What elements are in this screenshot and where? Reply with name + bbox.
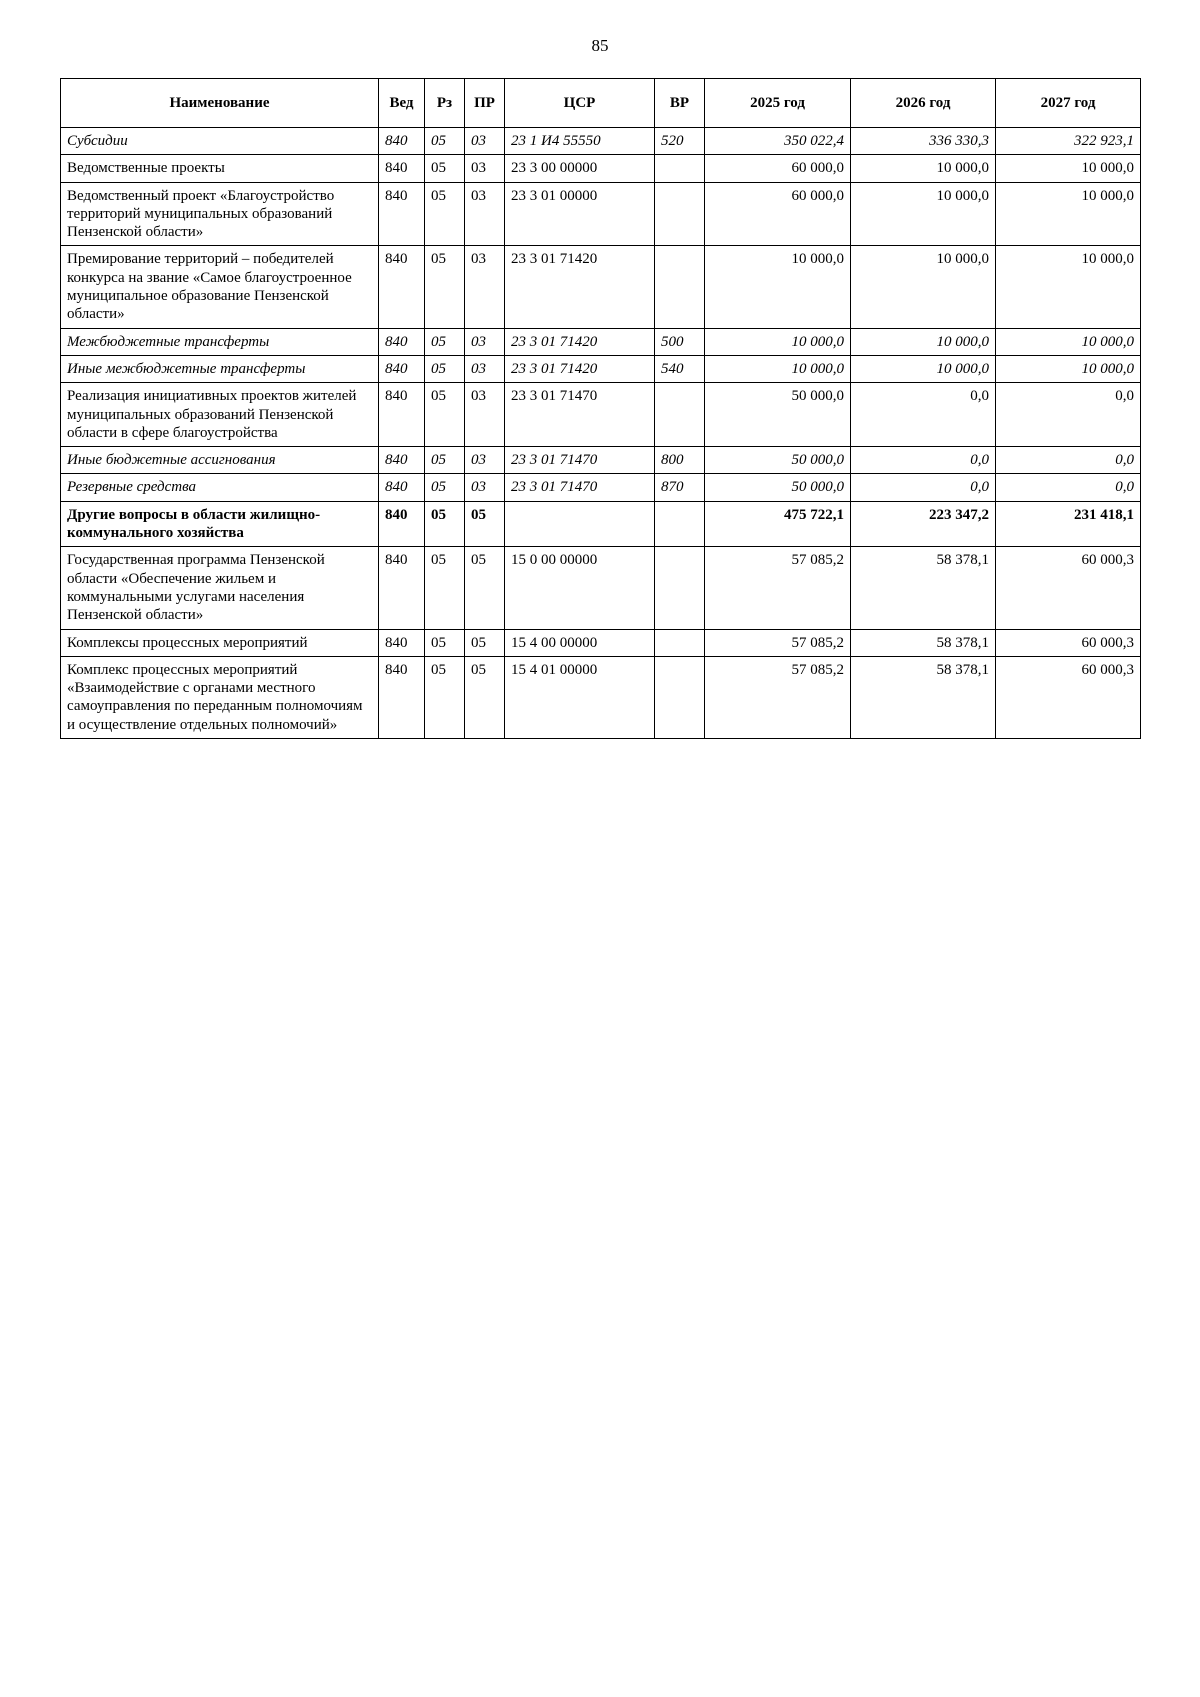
cell-2027: 0,0 (996, 447, 1141, 474)
cell-2025: 57 085,2 (705, 656, 851, 738)
cell-2027: 60 000,3 (996, 629, 1141, 656)
cell-2025: 60 000,0 (705, 182, 851, 246)
cell-pr: 03 (465, 447, 505, 474)
cell-ved: 840 (379, 355, 425, 382)
table-row (61, 155, 1141, 182)
cell-ved: 840 (379, 629, 425, 656)
cell-rz: 05 (425, 182, 465, 246)
budget-table (60, 78, 1141, 739)
cell-pr: 03 (465, 128, 505, 155)
cell-csr: 23 3 01 00000 (505, 182, 655, 246)
cell-2026: 10 000,0 (851, 355, 996, 382)
table-row (61, 328, 1141, 355)
cell-csr: 15 4 01 00000 (505, 656, 655, 738)
table-row (61, 182, 1141, 246)
cell-ved: 840 (379, 246, 425, 328)
cell-pr: 03 (465, 474, 505, 501)
cell-2027: 0,0 (996, 383, 1141, 447)
cell-rz: 05 (425, 355, 465, 382)
header-2025: 2025 год (705, 79, 851, 128)
header-pr: ПР (465, 79, 505, 128)
cell-name: Государственная программа Пензенской области «Обеспечение жильем и коммунальными услугами населения Пензенской области» (61, 547, 379, 629)
cell-name: Ведомственные проекты (61, 155, 379, 182)
cell-rz: 05 (425, 383, 465, 447)
cell-2026: 336 330,3 (851, 128, 996, 155)
table-row (61, 246, 1141, 328)
header-row (61, 79, 1141, 128)
cell-name: Субсидии (61, 128, 379, 155)
header-2026: 2026 год (851, 79, 996, 128)
cell-name: Другие вопросы в области жилищно-коммунального хозяйства (61, 501, 379, 547)
cell-ved: 840 (379, 383, 425, 447)
cell-rz: 05 (425, 547, 465, 629)
header-rz: Рз (425, 79, 465, 128)
cell-2027: 10 000,0 (996, 155, 1141, 182)
cell-csr: 23 1 И4 55550 (505, 128, 655, 155)
cell-2025: 57 085,2 (705, 629, 851, 656)
table-row (61, 547, 1141, 629)
cell-csr: 23 3 01 71420 (505, 246, 655, 328)
cell-2027: 322 923,1 (996, 128, 1141, 155)
cell-vr (655, 547, 705, 629)
table-row (61, 355, 1141, 382)
table-body (61, 128, 1141, 739)
cell-csr: 23 3 01 71470 (505, 474, 655, 501)
cell-pr: 03 (465, 155, 505, 182)
header-2027: 2027 год (996, 79, 1141, 128)
cell-name: Комплексы процессных мероприятий (61, 629, 379, 656)
cell-ved: 840 (379, 182, 425, 246)
cell-2026: 10 000,0 (851, 182, 996, 246)
cell-vr: 540 (655, 355, 705, 382)
cell-rz: 05 (425, 629, 465, 656)
cell-vr (655, 501, 705, 547)
cell-vr: 520 (655, 128, 705, 155)
cell-2026: 10 000,0 (851, 155, 996, 182)
cell-vr (655, 182, 705, 246)
table-row (61, 447, 1141, 474)
cell-vr (655, 656, 705, 738)
cell-pr: 05 (465, 629, 505, 656)
cell-2025: 60 000,0 (705, 155, 851, 182)
cell-2027: 10 000,0 (996, 182, 1141, 246)
header-ved: Вед (379, 79, 425, 128)
header-csr: ЦСР (505, 79, 655, 128)
cell-2026: 10 000,0 (851, 328, 996, 355)
cell-2025: 57 085,2 (705, 547, 851, 629)
cell-name: Комплекс процессных мероприятий «Взаимодействие с органами местного самоуправления по переданным полномочиям и осуществление отдельных полномочий» (61, 656, 379, 738)
cell-2027: 60 000,3 (996, 656, 1141, 738)
cell-pr: 03 (465, 328, 505, 355)
cell-2025: 50 000,0 (705, 474, 851, 501)
page-number: 85 (591, 36, 609, 55)
cell-2025: 10 000,0 (705, 246, 851, 328)
cell-csr: 23 3 01 71420 (505, 328, 655, 355)
table-row (61, 656, 1141, 738)
table-row (61, 383, 1141, 447)
cell-ved: 840 (379, 547, 425, 629)
cell-2025: 10 000,0 (705, 328, 851, 355)
cell-2025: 10 000,0 (705, 355, 851, 382)
cell-2026: 58 378,1 (851, 629, 996, 656)
cell-ved: 840 (379, 474, 425, 501)
cell-2025: 50 000,0 (705, 383, 851, 447)
cell-csr: 23 3 01 71420 (505, 355, 655, 382)
cell-name: Иные межбюджетные трансферты (61, 355, 379, 382)
cell-ved: 840 (379, 447, 425, 474)
cell-ved: 840 (379, 155, 425, 182)
cell-vr (655, 629, 705, 656)
cell-2027: 10 000,0 (996, 328, 1141, 355)
cell-2026: 58 378,1 (851, 547, 996, 629)
cell-2026: 0,0 (851, 447, 996, 474)
cell-2026: 10 000,0 (851, 246, 996, 328)
cell-2026: 223 347,2 (851, 501, 996, 547)
cell-pr: 05 (465, 656, 505, 738)
cell-name: Ведомственный проект «Благоустройство территорий муниципальных образований Пензенской области» (61, 182, 379, 246)
cell-2027: 10 000,0 (996, 355, 1141, 382)
cell-rz: 05 (425, 128, 465, 155)
cell-ved: 840 (379, 501, 425, 547)
cell-2026: 0,0 (851, 383, 996, 447)
cell-name: Межбюджетные трансферты (61, 328, 379, 355)
cell-csr (505, 501, 655, 547)
cell-pr: 03 (465, 182, 505, 246)
cell-name: Премирование территорий – победителей конкурса на звание «Самое благоустроенное муниципальное образование Пензенской области» (61, 246, 379, 328)
cell-vr (655, 246, 705, 328)
cell-2027: 60 000,3 (996, 547, 1141, 629)
cell-rz: 05 (425, 447, 465, 474)
table-row (61, 128, 1141, 155)
cell-name: Реализация инициативных проектов жителей муниципальных образований Пензенской области в сфере благоустройства (61, 383, 379, 447)
cell-ved: 840 (379, 656, 425, 738)
cell-rz: 05 (425, 656, 465, 738)
cell-ved: 840 (379, 328, 425, 355)
cell-pr: 03 (465, 246, 505, 328)
table-row (61, 629, 1141, 656)
cell-vr: 500 (655, 328, 705, 355)
cell-2025: 350 022,4 (705, 128, 851, 155)
cell-csr: 23 3 01 71470 (505, 447, 655, 474)
cell-csr: 15 0 00 00000 (505, 547, 655, 629)
cell-vr: 800 (655, 447, 705, 474)
cell-csr: 23 3 00 00000 (505, 155, 655, 182)
cell-2026: 0,0 (851, 474, 996, 501)
cell-vr: 870 (655, 474, 705, 501)
cell-rz: 05 (425, 155, 465, 182)
cell-pr: 03 (465, 355, 505, 382)
cell-pr: 05 (465, 547, 505, 629)
cell-2027: 10 000,0 (996, 246, 1141, 328)
cell-2026: 58 378,1 (851, 656, 996, 738)
cell-rz: 05 (425, 246, 465, 328)
header-name: Наименование (61, 79, 379, 128)
table-header (61, 79, 1141, 128)
cell-rz: 05 (425, 474, 465, 501)
cell-rz: 05 (425, 501, 465, 547)
cell-2027: 0,0 (996, 474, 1141, 501)
cell-2027: 231 418,1 (996, 501, 1141, 547)
cell-2025: 50 000,0 (705, 447, 851, 474)
cell-pr: 05 (465, 501, 505, 547)
cell-vr (655, 383, 705, 447)
cell-csr: 15 4 00 00000 (505, 629, 655, 656)
cell-2025: 475 722,1 (705, 501, 851, 547)
cell-ved: 840 (379, 128, 425, 155)
table-row (61, 474, 1141, 501)
header-vr: ВР (655, 79, 705, 128)
cell-vr (655, 155, 705, 182)
cell-name: Иные бюджетные ассигнования (61, 447, 379, 474)
table-row (61, 501, 1141, 547)
cell-name: Резервные средства (61, 474, 379, 501)
cell-pr: 03 (465, 383, 505, 447)
cell-rz: 05 (425, 328, 465, 355)
cell-csr: 23 3 01 71470 (505, 383, 655, 447)
